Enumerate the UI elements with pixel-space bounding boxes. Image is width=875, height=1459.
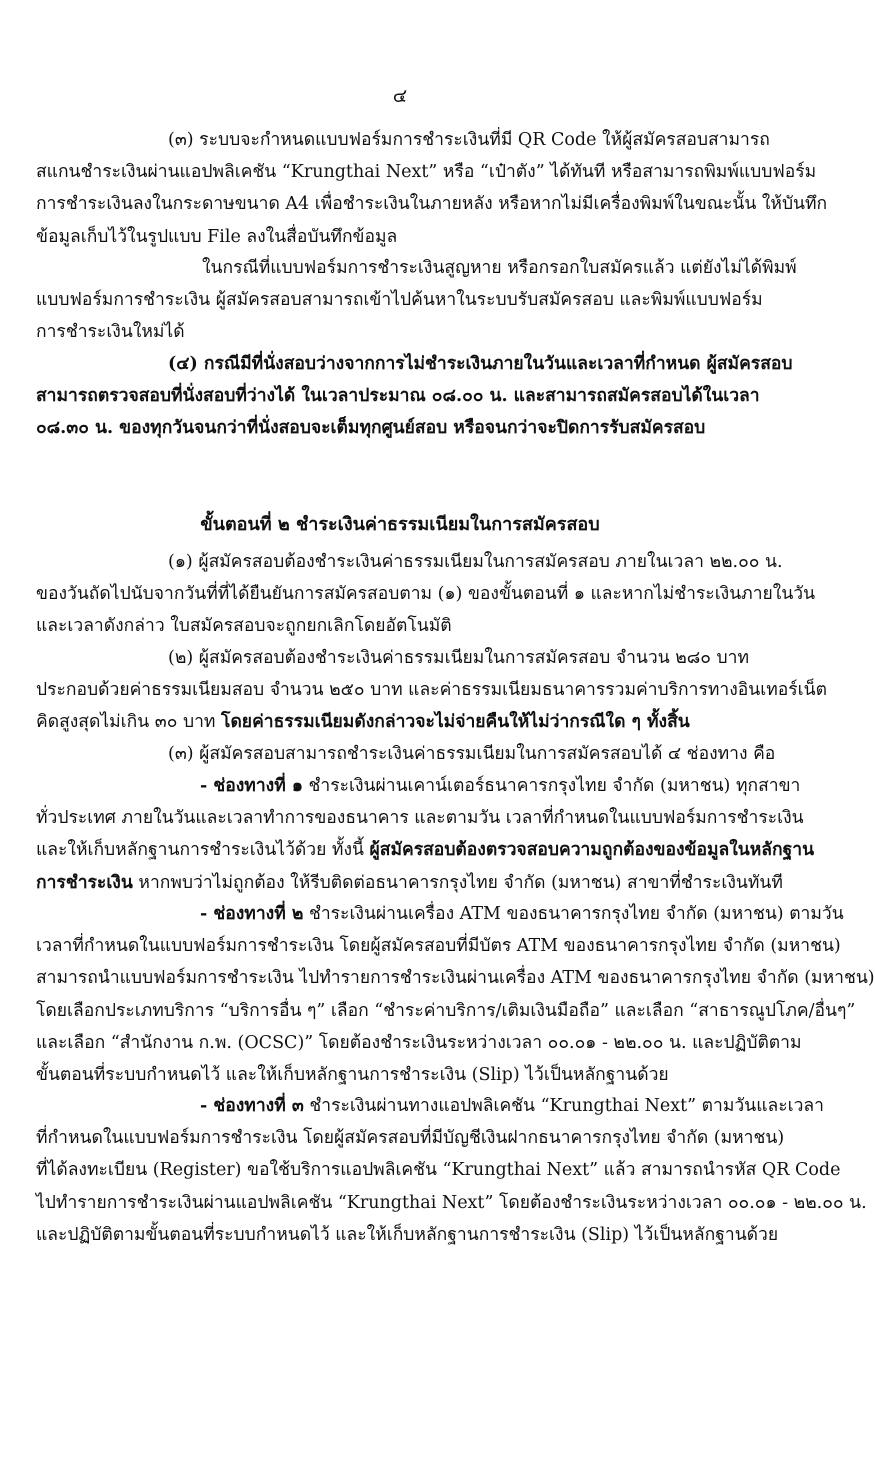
paragraph-qr-code (36, 124, 828, 253)
text-segment-bold: - ช่องทางที่ ๑ (200, 776, 303, 796)
text-line: การชำระเงินลงในกระดาษขนาด A4 เพื่อชำระเงินในภายหลัง หรือหากไม่มีเครื่องพิมพ์ในขณะนั้น ให้บันทึก (36, 194, 828, 215)
section-heading-step-2: ขั้นตอนที่ ๒ ชำระเงินค่าธรรมเนียมในการสมัครสอบ (200, 514, 600, 535)
text-line: และปฏิบัติตามขั้นตอนที่ระบบกำหนดไว้ และให้เก็บหลักฐานการชำระเงิน (Slip) ไว้เป็นหลักฐานด้วย (36, 1224, 779, 1245)
text-line: สามารถตรวจสอบที่นั่งสอบที่ว่างได้ ในเวลาประมาณ ๐๘.๐๐ น. และสามารถสมัครสอบได้ในเวลา (36, 386, 760, 407)
text-segment: ชำระเงินผ่านทางแอปพลิเคชัน “Krungthai Next” ตามวันและเวลา (309, 1096, 824, 1116)
text-line: และเวลาดังกล่าว ใบสมัครสอบจะถูกยกเลิกโดยอัตโนมัติ (36, 616, 452, 637)
text-segment: (๑) ผู้สมัครสอบต้องชำระเงินค่าธรรมเนียมในการสมัครสอบ ภายในเวลา ๒๒.๐๐ น. (168, 552, 783, 572)
paragraph-lost-form (36, 252, 797, 349)
text-line: ข้อมูลเก็บไว้ในรูปแบบ File ลงในสื่อบันทึกข้อมูล (36, 226, 398, 247)
paragraph-channel-2 (36, 898, 875, 1091)
text-line: ไปทำรายการชำระเงินผ่านแอปพลิเคชัน “Krungthai Next” โดยต้องชำระเงินระหว่างเวลา ๐๐.๐๑ - ๒๒.๐๐ น. (36, 1192, 867, 1213)
text-line: แบบฟอร์มการชำระเงิน ผู้สมัครสอบสามารถเข้าไปค้นหาในระบบรับสมัครสอบ และพิมพ์แบบฟอร์ม (36, 290, 763, 311)
text-line: การชำระเงินใหม่ได้ (36, 322, 185, 343)
text-segment: และให้เก็บหลักฐานการชำระเงินไว้ด้วย ทั้งนี้ (36, 840, 364, 861)
text-line (36, 867, 783, 899)
text-line: และเลือก “สำนักงาน ก.พ. (OCSC)” โดยต้องชำระเงินระหว่างเวลา ๐๐.๐๑ - ๒๒.๐๐ น. และปฏิบัติตาม (36, 1032, 802, 1053)
text-line (36, 898, 844, 930)
text-segment: ชำระเงินผ่านเคาน์เตอร์ธนาคารกรุงไทย จำกัด (มหาชน) ทุกสาขา (308, 776, 801, 796)
text-line (36, 546, 783, 578)
text-segment-bold: - ช่องทางที่ ๓ (200, 1096, 304, 1116)
text-line: (๓) ผู้สมัครสอบสามารถชำระเงินค่าธรรมเนียมในการสมัครสอบได้ ๔ ช่องทาง คือ (168, 744, 776, 764)
text-line (36, 1090, 824, 1122)
text-line: เวลาที่กำหนดในแบบฟอร์มการชำระเงิน โดยผู้สมัครสอบที่มีบัตร ATM ของธนาคารกรุงไทย จำกัด (มหาชน) (36, 936, 841, 957)
text-line: สามารถนำแบบฟอร์มการชำระเงิน ไปทำรายการชำระเงินผ่านเครื่อง ATM ของธนาคารกรุงไทย จำกัด (มหาชน) (36, 968, 875, 989)
text-line: (๒) ผู้สมัครสอบต้องชำระเงินค่าธรรมเนียมในการสมัครสอบ จำนวน ๒๘๐ บาท (168, 648, 749, 668)
text-segment: คิดสูงสุดไม่เกิน ๓๐ บาท (36, 712, 216, 733)
text-line: ที่กำหนดในแบบฟอร์มการชำระเงิน โดยผู้สมัครสอบที่มีบัญชีเงินฝากธนาคารกรุงไทย จำกัด (มหาชน) (36, 1128, 785, 1149)
text-line: (๓) ระบบจะกำหนดแบบฟอร์มการชำระเงินที่มี QR Code ให้ผู้สมัครสอบสามารถ (168, 130, 770, 150)
text-line: ประกอบด้วยค่าธรรมเนียมสอบ จำนวน ๒๕๐ บาท และค่าธรรมเนียมธนาคารรวมค่าบริการทางอินเทอร์เน็ต (36, 680, 827, 701)
text-segment: ชำระเงินผ่านเครื่อง ATM ของธนาคารกรุงไทย จำกัด (มหาชน) ตามวัน (308, 904, 844, 924)
text-line: ของวันถัดไปนับจากวันที่ที่ได้ยืนยันการสมัครสอบตาม (๑) ของขั้นตอนที่ ๑ และหากไม่ชำระเงินภายในวัน (36, 584, 816, 605)
text-segment: หากพบว่าไม่ถูกต้อง ให้รีบติดต่อธนาคารกรุงไทย จำกัด (มหาชน) สาขาที่ชำระเงินทันที (138, 872, 783, 893)
text-segment-bold: การชำระเงิน (36, 872, 133, 893)
paragraph-channel-1 (36, 770, 815, 899)
text-line: ๐๘.๓๐ น. ของทุกวันจนกว่าที่นั่งสอบจะเต็มทุกศูนย์สอบ หรือจนกว่าจะปิดการรับสมัครสอบ (36, 418, 706, 439)
text-line (36, 770, 801, 802)
text-line (36, 834, 815, 866)
text-line: โดยเลือกประเภทบริการ “บริการอื่น ๆ” เลือก “ชำระค่าบริการ/เติมเงินมือถือ” และเลือก “สาธารณูปโภค/อื่นๆ” (36, 1000, 856, 1021)
text-line: ในกรณีที่แบบฟอร์มการชำระเงินสูญหาย หรือกรอกใบสมัครแล้ว แต่ยังไม่ได้พิมพ์ (202, 258, 797, 278)
paragraph-payment-deadline (36, 546, 816, 643)
text-line: ขั้นตอนที่ระบบกำหนดไว้ และให้เก็บหลักฐานการชำระเงิน (Slip) ไว้เป็นหลักฐานด้วย (36, 1064, 669, 1085)
paragraph-vacant-seats (36, 348, 793, 445)
text-line: ที่ได้ลงทะเบียน (Register) ขอใช้บริการแอปพลิเคชัน “Krungthai Next” แล้ว สามารถนำรหัส QR Code (36, 1160, 841, 1181)
text-line: ทั่วประเทศ ภายในวันและเวลาทำการของธนาคาร และตามวัน เวลาที่กำหนดในแบบฟอร์มการชำระเงิน (36, 808, 804, 829)
text-line (36, 706, 766, 738)
paragraph-fee-amount (36, 642, 827, 739)
text-segment-bold: - ช่องทางที่ ๒ (200, 904, 304, 924)
text-line: สแกนชำระเงินผ่านแอปพลิเคชัน “Krungthai Next” หรือ “เป๋าตัง” ได้ทันที หรือสามารถพิมพ์แบบฟอร์ม (36, 162, 817, 183)
text-segment-bold: ผู้สมัครสอบต้องตรวจสอบความถูกต้องของข้อมูลในหลักฐาน (369, 840, 815, 861)
page-number: ๔ (392, 85, 408, 107)
paragraph-payment-channels (36, 738, 776, 770)
text-line: (๔) กรณีมีที่นั่งสอบว่างจากการไม่ชำระเงินภายในวันและเวลาที่กำหนด ผู้สมัครสอบ (168, 354, 793, 374)
text-segment-bold: โดยค่าธรรมเนียมดังกล่าวจะไม่จ่ายคืนให้ไม่ว่ากรณีใด ๆ ทั้งสิ้น (221, 712, 690, 733)
paragraph-channel-3 (36, 1090, 867, 1251)
